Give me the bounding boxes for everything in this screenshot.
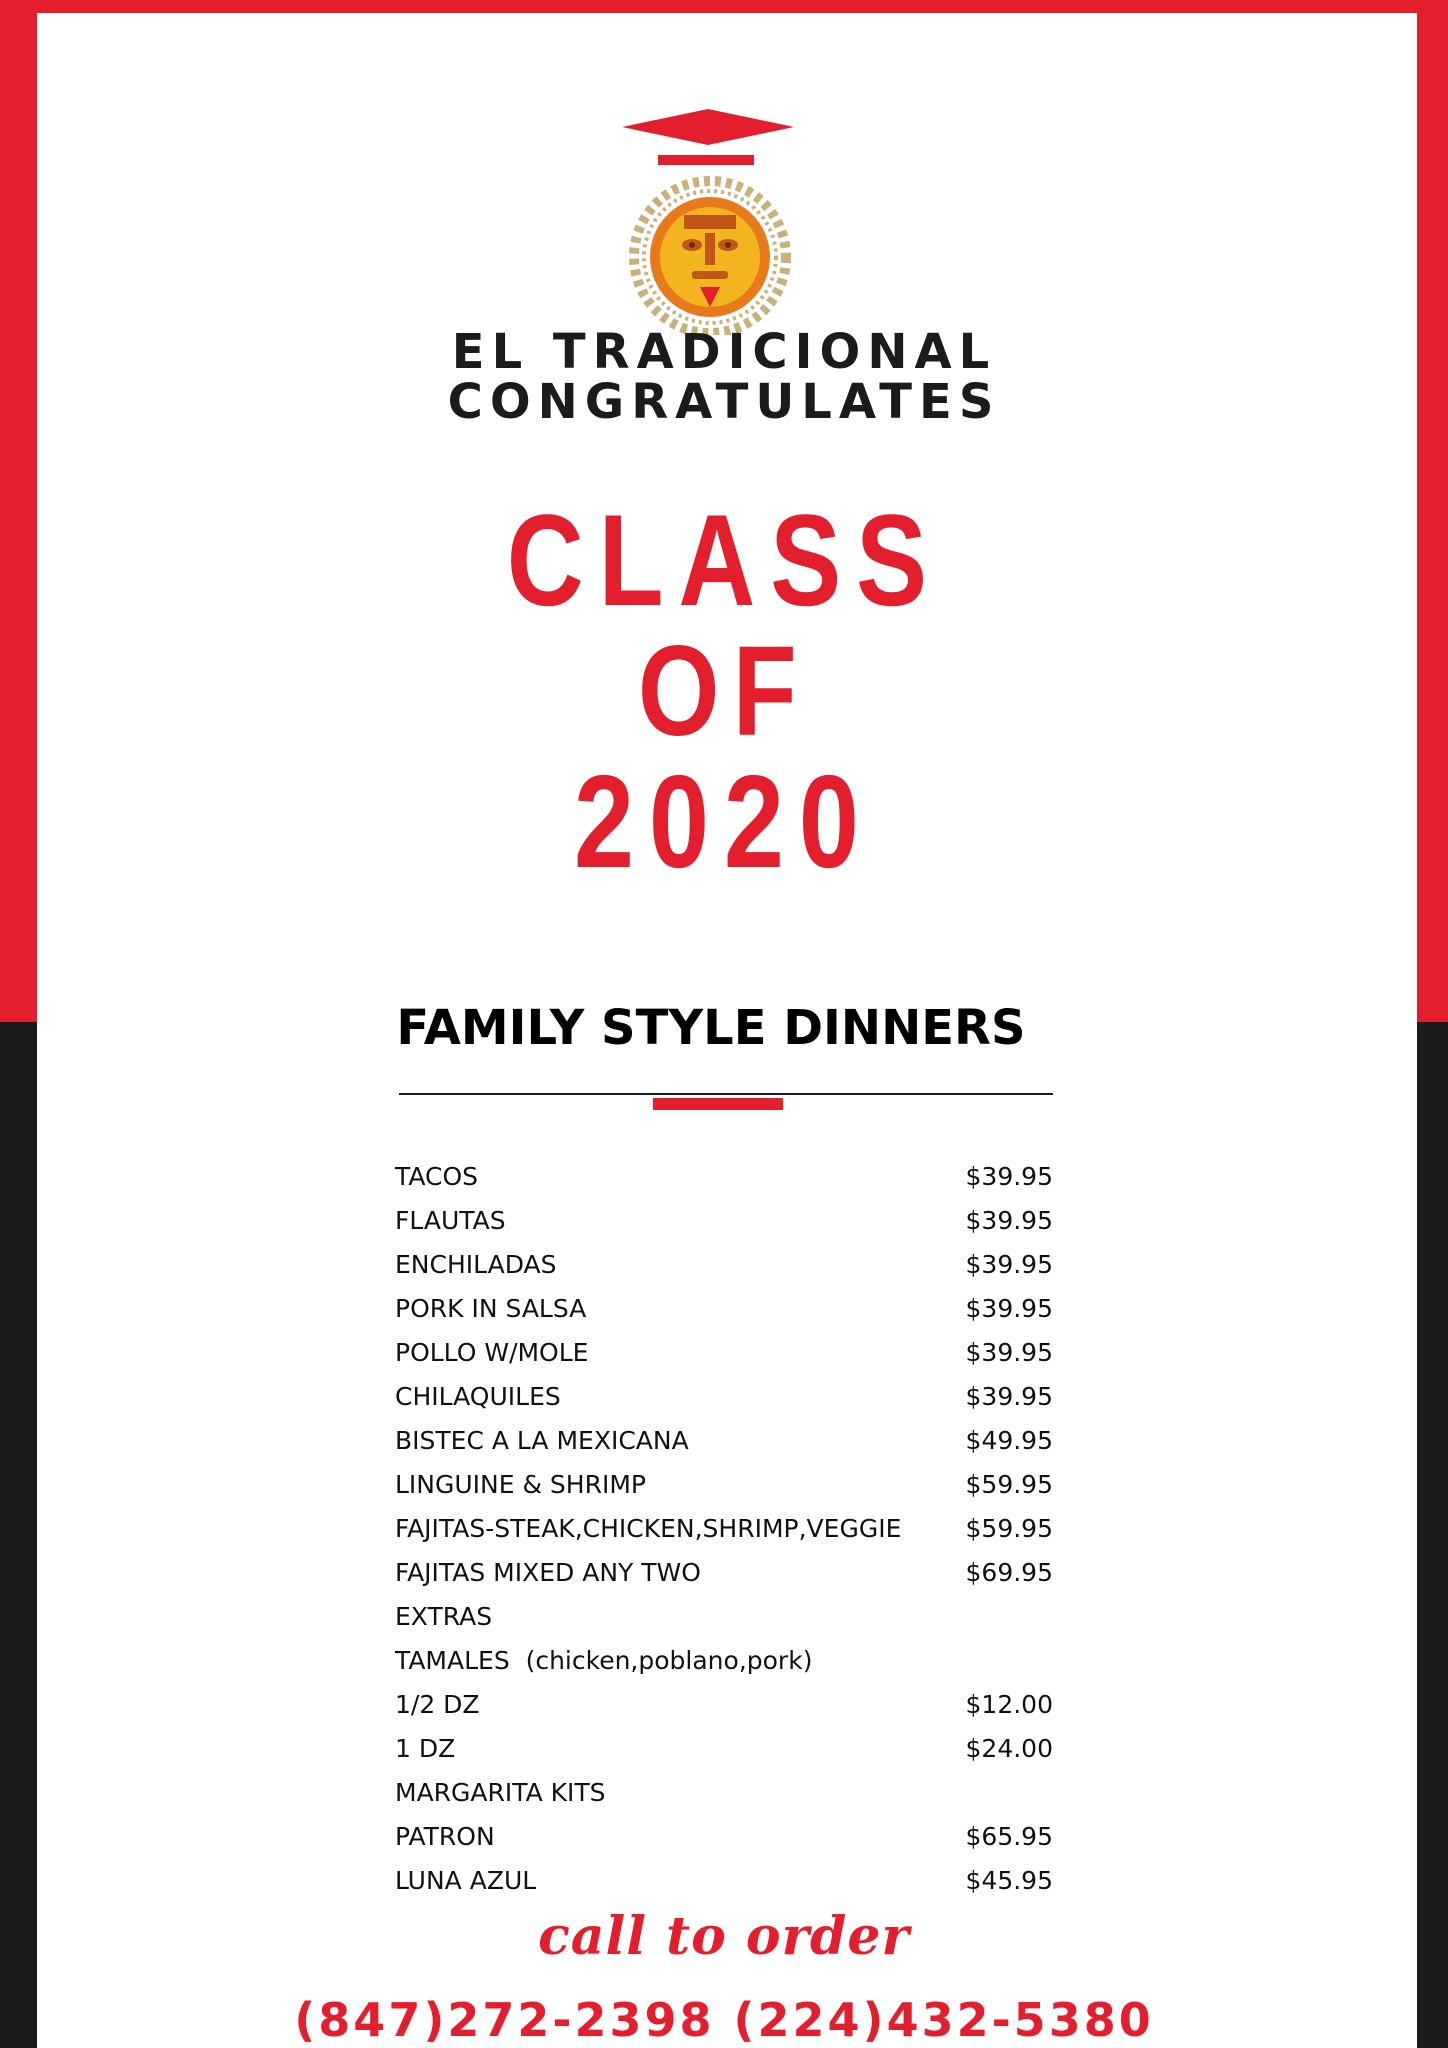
menu-item-name: LINGUINE & SHRIMP (395, 1470, 646, 1499)
menu-item-price: $39.95 (965, 1294, 1053, 1323)
divider-accent (653, 1098, 783, 1110)
menu-item-name: PORK IN SALSA (395, 1294, 587, 1323)
menu-item (395, 1199, 1053, 1243)
menu-list (395, 1155, 1053, 1903)
section-title: FAMILY STYLE DINNERS (396, 1000, 1026, 1056)
menu-section-margarita (395, 1771, 1053, 1815)
headline-of (0, 622, 1448, 762)
headline-of-text: OF (638, 620, 810, 763)
menu-item-name: EXTRAS (395, 1602, 493, 1631)
menu-section-extras (395, 1595, 1053, 1639)
menu-item-price: $39.95 (965, 1338, 1053, 1367)
headline-class (0, 487, 1448, 633)
menu-item (395, 1243, 1053, 1287)
divider-line (399, 1093, 1053, 1095)
menu-item-price: $39.95 (965, 1250, 1053, 1279)
menu-item (395, 1419, 1053, 1463)
menu-item-price: $49.95 (965, 1426, 1053, 1455)
menu-item-name: FAJITAS MIXED ANY TWO (395, 1558, 701, 1587)
menu-item (395, 1507, 1053, 1551)
brand-line-1: EL TRADICIONAL (451, 324, 997, 380)
menu-item-price: $24.00 (965, 1734, 1053, 1763)
menu-item-price: $39.95 (965, 1382, 1053, 1411)
menu-item-name: MARGARITA KITS (395, 1778, 606, 1807)
menu-item-price: $39.95 (965, 1162, 1053, 1191)
menu-item (395, 1639, 1053, 1683)
graduation-cap-aztec-sun-icon (612, 105, 832, 335)
menu-item (395, 1727, 1053, 1771)
menu-item-price: $12.00 (965, 1690, 1053, 1719)
menu-item-name: TACOS (395, 1162, 478, 1191)
menu-item (395, 1815, 1053, 1859)
menu-item-name: CHILAQUILES (395, 1382, 561, 1411)
menu-item-name: TAMALES (chicken,poblano,pork) (395, 1646, 813, 1675)
menu-item (395, 1375, 1053, 1419)
menu-item-price: $59.95 (965, 1470, 1053, 1499)
menu-item-name: PATRON (395, 1822, 495, 1851)
menu-item-name: BISTEC A LA MEXICANA (395, 1426, 689, 1455)
headline-class-text: CLASS (506, 487, 942, 633)
menu-item (395, 1331, 1053, 1375)
menu-item-price: $45.95 (965, 1866, 1053, 1895)
menu-item-price: $69.95 (965, 1558, 1053, 1587)
menu-item (395, 1859, 1053, 1903)
menu-item-name: POLLO W/MOLE (395, 1338, 589, 1367)
menu-item (395, 1683, 1053, 1727)
menu-item (395, 1551, 1053, 1595)
menu-item-name: ENCHILADAS (395, 1250, 557, 1279)
menu-item-price: $59.95 (965, 1514, 1053, 1543)
menu-item-name: FLAUTAS (395, 1206, 506, 1235)
menu-item-name: 1 DZ (395, 1734, 456, 1763)
brand-line-2: CONGRATULATES (447, 374, 1001, 430)
menu-item-price: $39.95 (965, 1206, 1053, 1235)
menu-item (395, 1463, 1053, 1507)
headline-year (0, 748, 1448, 895)
menu-item-price: $65.95 (965, 1822, 1053, 1851)
call-to-order: call to order (538, 1906, 910, 1967)
menu-item-name: LUNA AZUL (395, 1866, 537, 1895)
menu-item (395, 1287, 1053, 1331)
headline-year-text: 2020 (574, 748, 874, 895)
phone-numbers: (847)272-2398 (224)432-5380 (294, 1993, 1154, 2047)
menu-item-name: 1/2 DZ (395, 1690, 480, 1719)
menu-item-name: FAJITAS-STEAK,CHICKEN,SHRIMP,VEGGIE (395, 1514, 902, 1543)
menu-item (395, 1155, 1053, 1199)
